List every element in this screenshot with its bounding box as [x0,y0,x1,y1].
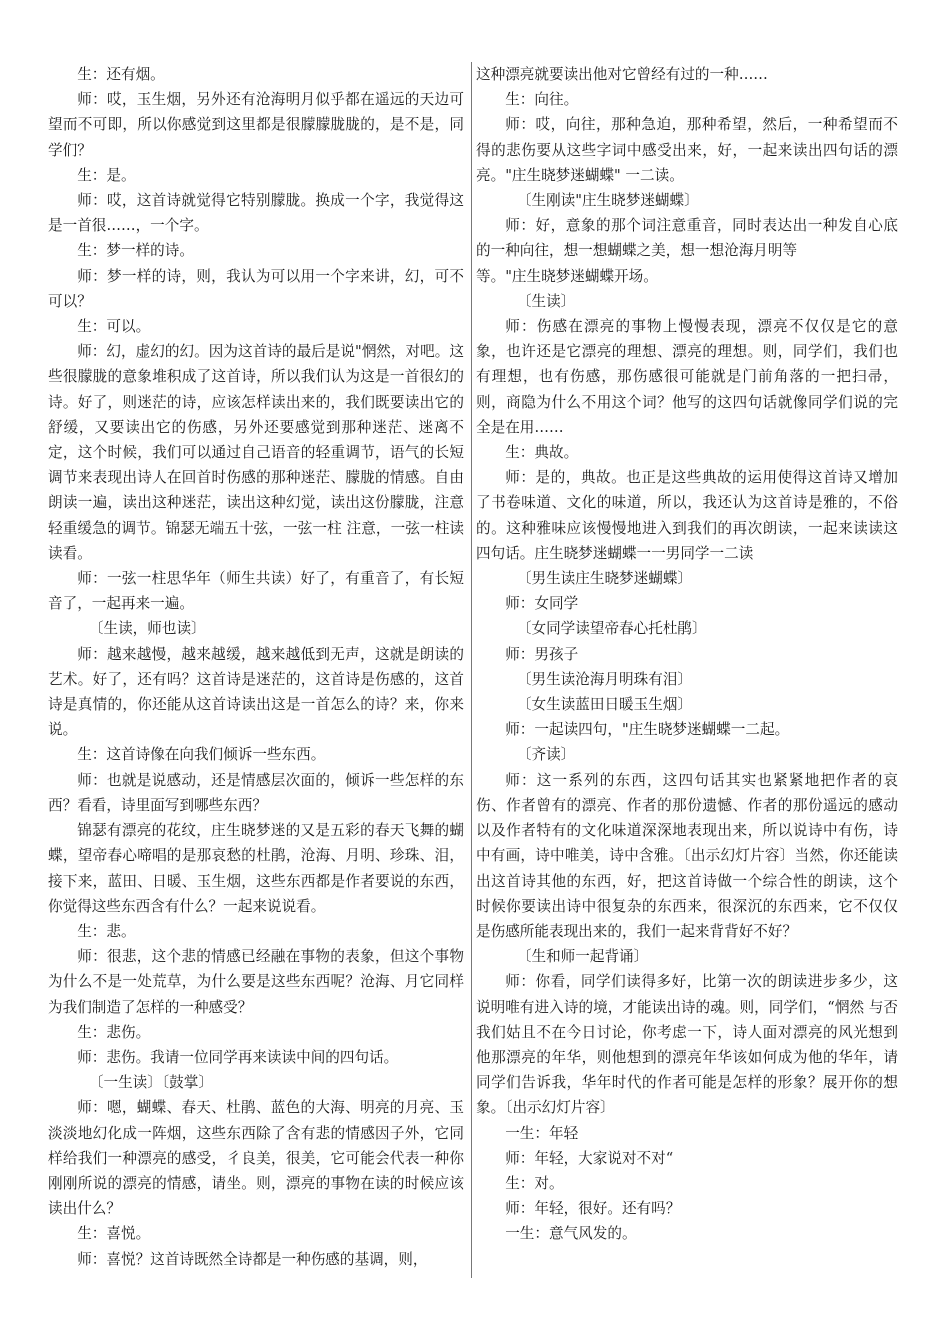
dialogue-paragraph: 师：喜悦？这首诗既然全诗都是一种伤感的基调，则， [77,1250,428,1268]
dialogue-paragraph: 师：年轻，很好。还有吗？ [505,1200,681,1218]
stage-direction: 〔男生读庄生晓梦迷蝴蝶〕 [516,570,693,588]
stage-direction: 〔生和师一起背诵〕 [516,948,649,966]
column-divider [471,62,472,1278]
dialogue-paragraph: 生：悲。 [77,922,136,940]
stage-direction: 〔男生读沧海月明珠有泪〕 [516,670,693,688]
stage-direction: 〔女同学读望帝春心托杜鹃〕 [516,620,707,638]
stage-direction: 〔生读，师也读〕 [88,620,206,638]
stage-direction: 〔一生读〕〔鼓掌〕 [88,1074,213,1092]
dialogue-paragraph: 师：哎，玉生烟，另外还有沧海明月似乎都在遥远的天边可望而不可即，所以你感觉到这里都是很朦朦胧胧的，是不是，同学们？ [48,91,464,159]
dialogue-paragraph: 生：还有烟。 [77,66,165,83]
dialogue-paragraph: 生：向往。 [505,91,579,109]
dialogue-paragraph: 等。"庄生晓梦迷蝴蝶开场。 [476,267,658,285]
dialogue-paragraph: 师：悲伤。我请一位同学再来读读中间的四句话。 [77,1048,399,1066]
dialogue-paragraph: 师：女同学 [505,595,579,613]
dialogue-paragraph: 一生：年轻 [505,1124,579,1142]
stage-direction: 〔生读〕 [516,292,576,310]
dialogue-paragraph: 生：梦一样的诗。 [77,242,194,260]
dialogue-paragraph: 师：好，意象的那个词注意重音，同时表达出一种发自心底的一种向往，想一想蝴蝶之美，想一想沧海月明等 [476,217,898,260]
dialogue-paragraph: 生：对。 [505,1174,564,1192]
dialogue-paragraph: 师：男孩子 [505,645,579,663]
dialogue-paragraph: 师：哎，向往，那种急迫，那种希望，然后，一种希望而不得的悲伤要从这些字词中感受出来，好，一起来读出四句话的漂亮。"庄生晓梦迷蝴蝶" 一二读。 [476,116,898,184]
dialogue-paragraph: 生：是。 [77,166,136,184]
right-column [476,62,898,1247]
dialogue-paragraph: 生：悲伤。 [77,1023,151,1041]
dialogue-paragraph: 师：嗯，蝴蝶、春天、杜鹃、蓝色的大海、明亮的月亮、玉淡淡地幻化成一阵烟，这些东西除了含有悲的情感因子外，它同样给我们一种漂亮的感受，彳良美，很美，它可能会代表一种你刚刚所说的漂亮的情感，请坐。则，漂亮的事物在读的时候应该读出什么？ [48,1099,464,1218]
dialogue-paragraph: 生：这首诗像在向我们倾诉一些东西。 [77,746,326,764]
dialogue-paragraph: 师：哎，这首诗就觉得它特别朦胧。换成一个字，我觉得这是一首很……，一个字。 [48,192,464,235]
dialogue-paragraph: 锦瑟有漂亮的花纹，庄生晓梦迷的又是五彩的春天飞舞的蝴蝶，望帝春心啼唱的是那哀愁的杜鹃，沧海、月明、珍珠、泪，接下来，蓝田、日暖、玉生烟，这些东西都是作者要说的东西，你觉得这些东西含有什么？一起来说说看。 [48,822,464,915]
stage-direction: 〔女生读蓝田日暖玉生烟〕 [516,696,693,714]
stage-direction: 〔生刚读"庄生晓梦迷蝴蝶〕 [516,192,699,210]
dialogue-paragraph: 这种漂亮就要读出他对它曾经有过的一种…… [476,66,768,83]
dialogue-paragraph: 师：一起读四句，"庄生晓梦迷蝴蝶一二起。 [505,721,790,739]
dialogue-paragraph: 师：也就是说感动，还是情感层次面的，倾诉一些怎样的东西？看看，诗里面写到哪些东西？ [48,771,464,814]
dialogue-paragraph: 师：你看，同学们读得多好，比第一次的朗读进步多少，这说明唯有进入诗的境，才能读出诗的魂。则，同学们，“惘然 与否我们姑且不在今日讨论，你考虑一下，诗人面对漂亮的风光想到他那漂亮的年华，则他想到的漂亮年华该如何成为他的华年，请同学们告诉我，华年时代的作者可能是怎样的形象？展开你的想象。〔出示幻灯片容〕 [476,973,898,1117]
dialogue-paragraph: 师：伤感在漂亮的事物上慢慢表现，漂亮不仅仅是它的意象，也许还是它漂亮的理想、漂亮的理想。则，同学们，我们也有理想，也有伤感，那伤感很可能就是门前角落的一把扫帚，则，商隐为什么不用这个词？他写的这四句话就像同学们说的完全是在用…… [476,318,898,436]
left-column [48,62,464,1272]
stage-direction: 〔齐读〕 [516,746,576,764]
dialogue-paragraph: 师：这一系列的东西，这四句话其实也紧紧地把作者的哀伤、作者曾有的漂亮、作者的那份遗憾、作者的那份遥远的感动以及作者特有的文化味道深深地表现出来，所以说诗中有伤，诗中有画，诗中唯美，诗中含雅。〔出示幻灯片容〕当然，你还能读出这首诗其他的东西，好，把这首诗做一个综合性的朗读，这个时候你要读出诗中很复杂的东西来，很深沉的东西来，它不仅仅是伤感所能表现出来的，我们一起来背背好不好？ [476,771,898,940]
dialogue-paragraph: 师：幻，虚幻的幻。因为这首诗的最后是说"惘然，对吧。这些很朦胧的意象堆积成了这首诗，所以我们认为这是一首很幻的诗。好了，则迷茫的诗，应该怎样读出来的，我们既要读出它的舒缓，又要读出它的伤感，另外还要感觉到那种迷茫、迷离不定，这个时候，我们可以通过自己语音的轻重调节，语气的长短调节来表现出诗人在回首时伤感的那种迷茫、朦胧的情感。自由朗读一遍，读出这种迷茫，读出这种幻觉，读出这份朦胧，注意轻重缓急的调节。锦瑟无端五十弦，一弦一柱 注意，一弦一柱读读看。 [48,343,464,562]
dialogue-paragraph: 师：很悲，这个悲的情感已经融在事物的表象，但这个事物为什么不是一处荒草，为什么要是这些东西呢？沧海、月它同样为我们制造了怎样的一种感受？ [48,948,464,1016]
dialogue-paragraph: 一生：意气风发的。 [505,1225,637,1243]
dialogue-paragraph: 师：年轻，大家说对不对“ [505,1149,674,1167]
dialogue-paragraph: 师：梦一样的诗，则，我认为可以用一个字来讲，幻，可不可以？ [48,267,464,310]
dialogue-paragraph: 生：喜悦。 [77,1225,151,1243]
dialogue-paragraph: 师：是的，典故。也正是这些典故的运用使得这首诗又增加了书卷味道、文化的味道，所以，我还认为这首诗是雅的，不俗的。这种雅味应该慢慢地进入到我们的再次朗读，一起来读读这四句话。庄生晓梦迷蝴蝶一一男同学一二读 [476,469,898,562]
dialogue-paragraph: 生：可以。 [77,318,151,336]
dialogue-paragraph: 师：越来越慢，越来越缓，越来越低到无声，这就是朗读的艺术。好了，还有吗？这首诗是迷茫的，这首诗是伤感的，这首诗是真情的，你还能从这首诗读出这是一首怎么的诗？来，你来说。 [48,645,464,739]
dialogue-paragraph: 师：一弦一柱思华年（师生共读）好了，有重音了，有长短音了，一起再来一遍。 [48,570,464,613]
dialogue-paragraph: 生：典故。 [505,444,579,462]
